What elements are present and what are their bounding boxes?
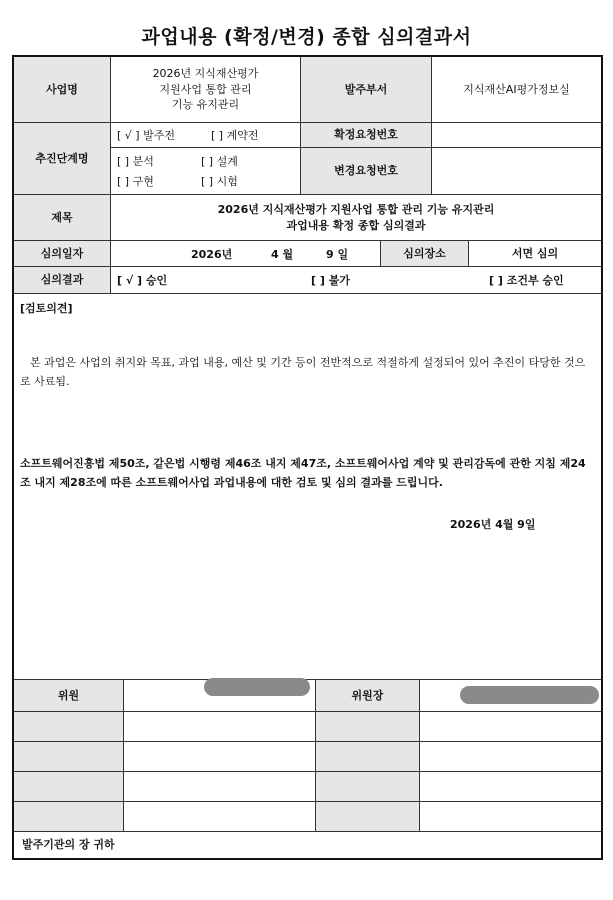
confirm-request-label: 확정요청번호 <box>301 123 432 148</box>
project-name-line2: 지원사업 통합 관리 <box>159 82 252 96</box>
committee-empty-cell <box>124 712 316 742</box>
committee-empty-label <box>316 712 420 742</box>
review-date-value <box>111 241 381 267</box>
committee-empty-label <box>14 742 124 772</box>
review-result-value <box>111 267 601 294</box>
committee-member-label: 위원 <box>14 680 124 712</box>
committee-empty-cell <box>124 742 316 772</box>
committee-empty-label <box>14 712 124 742</box>
review-place-value: 서면 심의 <box>469 241 601 267</box>
project-name-line3: 기능 유지관리 <box>171 98 240 112</box>
project-name-line1: 2026년 지식재산평가 <box>152 66 259 80</box>
review-opinion-body: 본 과업은 사업의 취지와 목표, 과업 내용, 예산 및 기간 등이 전반적으로 적절하게 설정되어 있어 추진이 타당한 것으로 사료됨. <box>20 356 586 388</box>
redacted-name-mark <box>460 686 599 704</box>
stage-implement-option: [ ] 구현 <box>117 175 154 188</box>
stage-after-contract-option: [ ] 계약전 <box>211 129 259 142</box>
committee-chair-signature <box>420 680 601 712</box>
committee-empty-label <box>14 802 124 832</box>
committee-empty-label <box>316 742 420 772</box>
stage-analysis-option: [ ] 분석 <box>117 155 154 168</box>
addressee-line: 발주기관의 장 귀하 <box>22 838 115 852</box>
department-value: 지식재산AI평가정보실 <box>432 57 601 123</box>
review-date-label: 심의일자 <box>14 241 111 267</box>
review-place-label: 심의장소 <box>381 241 469 267</box>
subject-value <box>111 195 601 241</box>
committee-empty-cell <box>124 772 316 802</box>
stage-label: 추진단계명 <box>14 123 111 195</box>
change-request-value <box>432 148 601 195</box>
project-name-value <box>111 57 301 123</box>
result-conditional-option: [ ] 조건부 승인 <box>489 274 564 287</box>
review-result-label: 심의결과 <box>14 267 111 294</box>
stage-before-order-option: [ √ ] 발주전 <box>117 129 175 142</box>
subject-line2: 과업내용 확정 종합 심의결과 <box>286 218 426 232</box>
result-reject-option: [ ] 불가 <box>311 274 350 287</box>
committee-empty-cell <box>420 802 601 832</box>
review-opinion-heading: [검토의견] <box>20 302 73 315</box>
review-opinion-section <box>14 294 601 680</box>
review-date-day: 9 일 <box>326 248 349 261</box>
review-date-year: 2026년 <box>191 248 233 261</box>
stage-test-option: [ ] 시험 <box>201 175 238 188</box>
committee-empty-label <box>316 772 420 802</box>
result-approve-option: [ √ ] 승인 <box>117 274 168 287</box>
subject-label: 제목 <box>14 195 111 241</box>
review-opinion-date: 2026년 4월 9일 <box>450 518 536 531</box>
committee-empty-cell <box>124 802 316 832</box>
committee-member-signature <box>124 680 316 712</box>
page-title: 과업내용 (확정/변경) 종합 심의결과서 <box>141 26 472 48</box>
confirm-request-value <box>432 123 601 148</box>
stage-phase-cell <box>111 148 301 195</box>
department-label: 발주부서 <box>301 57 432 123</box>
redacted-name-mark <box>204 678 310 696</box>
review-date-month: 4 월 <box>271 248 294 261</box>
committee-empty-label <box>14 772 124 802</box>
document-form <box>12 55 603 860</box>
committee-chair-label: 위원장 <box>316 680 420 712</box>
committee-empty-cell <box>420 742 601 772</box>
committee-empty-label <box>316 802 420 832</box>
committee-empty-cell <box>420 772 601 802</box>
change-request-label: 변경요청번호 <box>301 148 432 195</box>
review-legal-basis: 소프트웨어진흥법 제50조, 같은법 시행령 제46조 내지 제47조, 소프트웨어사업 계약 및 관리감독에 관한 지침 제24조 내지 제28조에 따른 소프트웨어사업 과업내용에 대한 검토 및 심의 결과를 드립니다. <box>20 457 586 490</box>
committee-empty-cell <box>420 712 601 742</box>
stage-design-option: [ ] 설계 <box>201 155 238 168</box>
subject-line1: 2026년 지식재산평가 지원사업 통합 관리 기능 유지관리 <box>217 202 495 216</box>
stage-order-cell <box>111 123 301 148</box>
project-name-label: 사업명 <box>14 57 111 123</box>
